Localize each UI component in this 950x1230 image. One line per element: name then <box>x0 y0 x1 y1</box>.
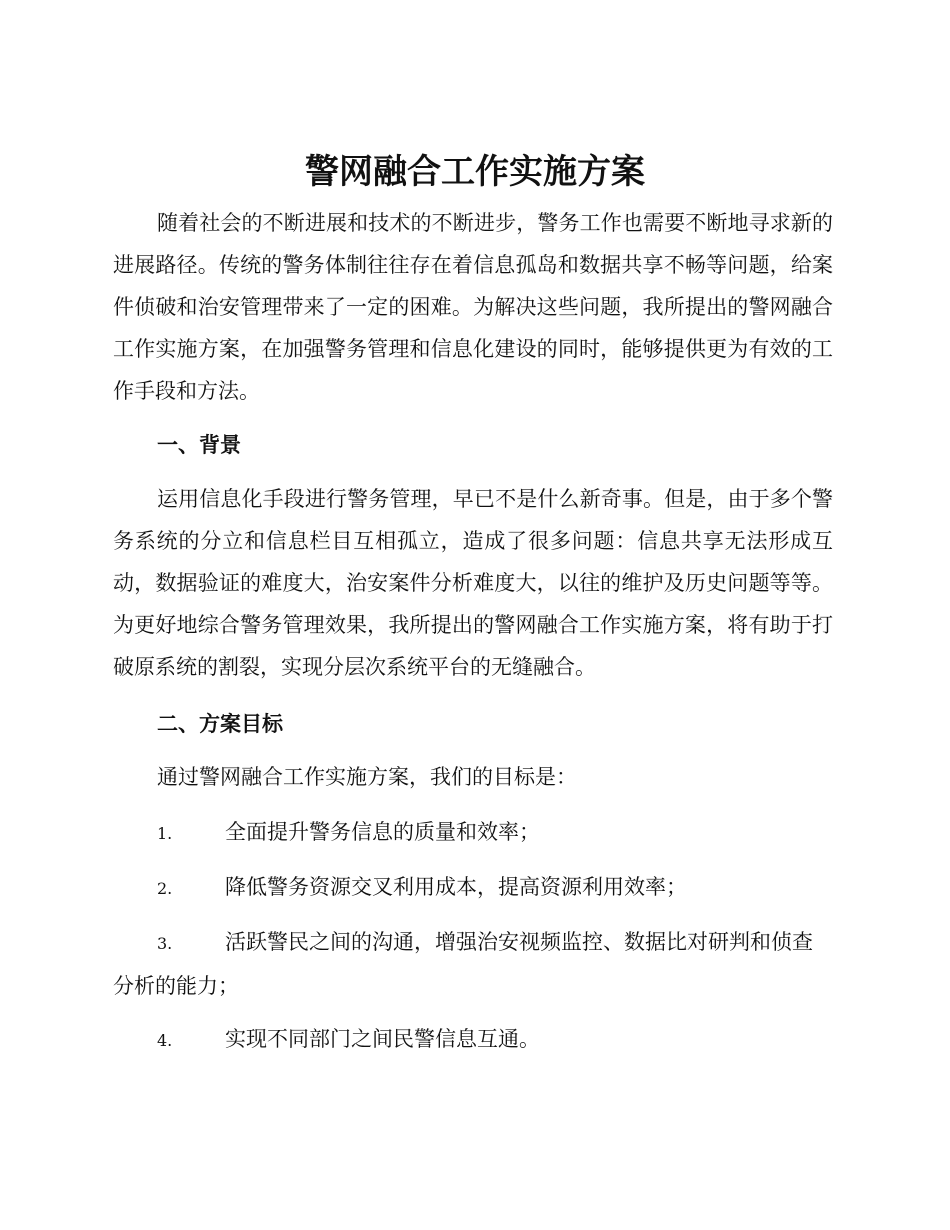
background-paragraph: 运用信息化手段进行警务管理，早已不是什么新奇事。但是，由于多个警务系统的分立和信息栏目互相孤立，造成了很多问题：信息共享无法形成互动，数据验证的难度大，治安案件分析难度大，以往的维护及历史问题等等。为更好地综合警务管理效果，我所提出的警网融合工作实施方案，将有助于打破原系统的割裂，实现分层次系统平台的无缝融合。 <box>113 487 833 679</box>
section-heading-goals: 二、方案目标 <box>157 712 283 736</box>
list-item-text: 活跃警民之间的沟通，增强治安视频监控、数据比对研判和侦查分析的能力； <box>113 930 813 998</box>
list-item-number: 3. <box>157 934 173 953</box>
list-item <box>113 1018 833 1062</box>
list-item-text: 全面提升警务信息的质量和效率； <box>225 820 540 844</box>
list-item-number: 4. <box>157 1031 173 1050</box>
list-item-number: 1. <box>157 824 173 843</box>
document-title: 警网融合工作实施方案 <box>305 152 645 192</box>
intro-paragraph: 随着社会的不断进展和技术的不断进步，警务工作也需要不断地寻求新的进展路径。传统的警务体制往往存在着信息孤岛和数据共享不畅等问题，给案件侦破和治安管理带来了一定的困难。为解决这些问题，我所提出的警网融合工作实施方案，在加强警务管理和信息化建设的同时，能够提供更为有效的工作手段和方法。 <box>113 211 833 403</box>
section-heading-background: 一、背景 <box>157 433 241 457</box>
list-item-text: 实现不同部门之间民警信息互通。 <box>225 1027 540 1051</box>
goals-lead-paragraph: 通过警网融合工作实施方案，我们的目标是： <box>157 765 577 789</box>
list-item-text: 降低警务资源交叉利用成本，提高资源利用效率； <box>225 875 687 899</box>
list-item <box>113 921 833 1007</box>
list-item <box>113 866 833 910</box>
list-item <box>113 811 833 855</box>
list-item-number: 2. <box>157 879 173 898</box>
